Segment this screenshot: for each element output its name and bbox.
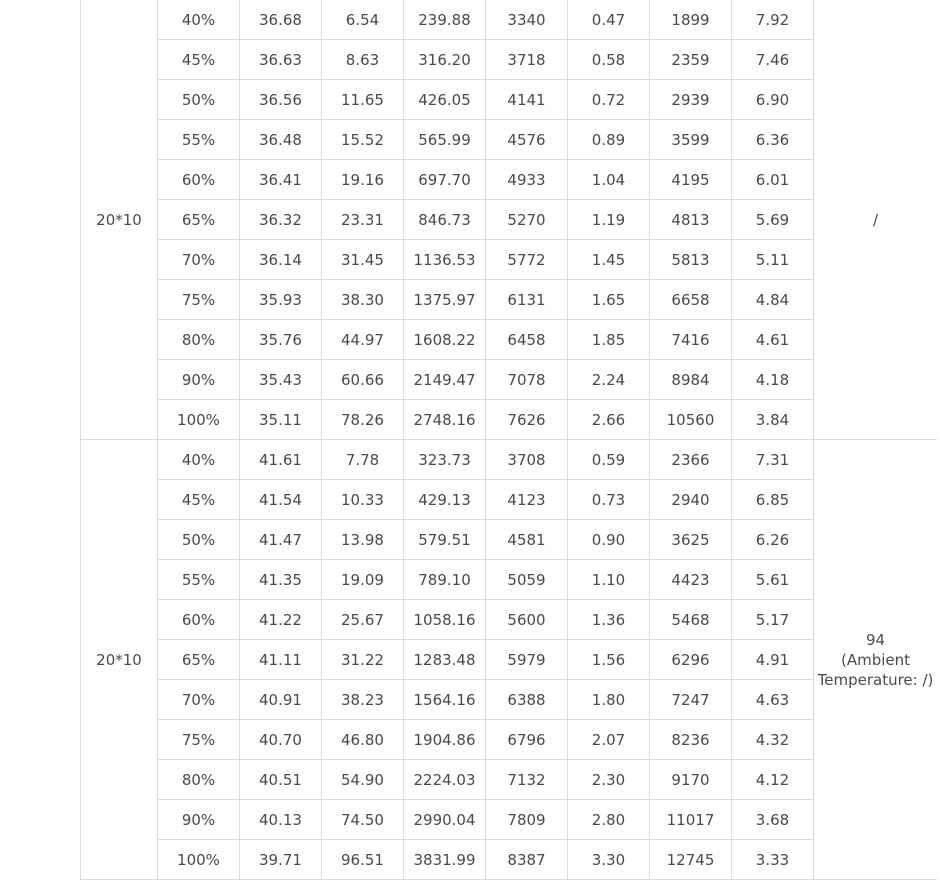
voltage-cell: 40.91 [240, 680, 322, 720]
table-row [81, 440, 938, 480]
current-cell: 96.51 [322, 840, 404, 880]
thrust-cell: 1.85 [568, 320, 650, 360]
power-cell: 1283.48 [404, 640, 486, 680]
efficiency-cell: 5.61 [732, 560, 814, 600]
voltage-cell: 41.11 [240, 640, 322, 680]
thrust-cell: 1.19 [568, 200, 650, 240]
thrust-cell: 0.59 [568, 440, 650, 480]
current-cell: 60.66 [322, 360, 404, 400]
voltage-cell: 35.93 [240, 280, 322, 320]
thrust-g-cell: 4813 [650, 200, 732, 240]
efficiency-cell: 4.18 [732, 360, 814, 400]
thrust-g-cell: 8984 [650, 360, 732, 400]
throttle-cell: 65% [158, 640, 240, 680]
thrust-cell: 1.04 [568, 160, 650, 200]
rpm-cell: 4141 [486, 80, 568, 120]
rpm-cell: 7132 [486, 760, 568, 800]
table-row [81, 320, 938, 360]
rpm-cell: 4933 [486, 160, 568, 200]
voltage-cell: 36.41 [240, 160, 322, 200]
efficiency-cell: 7.31 [732, 440, 814, 480]
table-row [81, 760, 938, 800]
throttle-cell: 100% [158, 840, 240, 880]
current-cell: 8.63 [322, 40, 404, 80]
power-cell: 1608.22 [404, 320, 486, 360]
thrust-cell: 0.58 [568, 40, 650, 80]
voltage-cell: 36.63 [240, 40, 322, 80]
throttle-cell: 80% [158, 760, 240, 800]
voltage-cell: 41.54 [240, 480, 322, 520]
note-line: 94 [865, 630, 886, 649]
power-cell: 426.05 [404, 80, 486, 120]
current-cell: 38.23 [322, 680, 404, 720]
thrust-cell: 2.07 [568, 720, 650, 760]
voltage-cell: 40.51 [240, 760, 322, 800]
efficiency-cell: 4.84 [732, 280, 814, 320]
thrust-g-cell: 5468 [650, 600, 732, 640]
current-cell: 46.80 [322, 720, 404, 760]
throttle-cell: 40% [158, 440, 240, 480]
power-cell: 1375.97 [404, 280, 486, 320]
thrust-cell: 1.65 [568, 280, 650, 320]
rpm-cell: 5059 [486, 560, 568, 600]
table-row [81, 560, 938, 600]
rpm-cell: 4581 [486, 520, 568, 560]
power-cell: 565.99 [404, 120, 486, 160]
table-row [81, 800, 938, 840]
throttle-cell: 50% [158, 520, 240, 560]
efficiency-cell: 7.92 [732, 0, 814, 40]
thrust-g-cell: 12745 [650, 840, 732, 880]
efficiency-cell: 7.46 [732, 40, 814, 80]
rpm-cell: 8387 [486, 840, 568, 880]
throttle-cell: 100% [158, 400, 240, 440]
throttle-cell: 60% [158, 160, 240, 200]
current-cell: 44.97 [322, 320, 404, 360]
thrust-g-cell: 6658 [650, 280, 732, 320]
throttle-cell: 45% [158, 480, 240, 520]
thrust-g-cell: 3599 [650, 120, 732, 160]
table-row [81, 640, 938, 680]
power-cell: 2224.03 [404, 760, 486, 800]
efficiency-cell: 4.12 [732, 760, 814, 800]
power-cell: 239.88 [404, 0, 486, 40]
thrust-g-cell: 2939 [650, 80, 732, 120]
thrust-cell: 0.72 [568, 80, 650, 120]
thrust-g-cell: 7416 [650, 320, 732, 360]
current-cell: 13.98 [322, 520, 404, 560]
throttle-cell: 70% [158, 680, 240, 720]
note-line: Temperature: /) [817, 670, 934, 689]
current-cell: 19.09 [322, 560, 404, 600]
rpm-cell: 5979 [486, 640, 568, 680]
rpm-cell: 6388 [486, 680, 568, 720]
thrust-cell: 2.24 [568, 360, 650, 400]
thrust-g-cell: 3625 [650, 520, 732, 560]
table-row [81, 160, 938, 200]
group-label-cell: 20*10 [81, 440, 158, 880]
voltage-cell: 35.76 [240, 320, 322, 360]
current-cell: 78.26 [322, 400, 404, 440]
voltage-cell: 39.71 [240, 840, 322, 880]
current-cell: 25.67 [322, 600, 404, 640]
current-cell: 11.65 [322, 80, 404, 120]
voltage-cell: 36.56 [240, 80, 322, 120]
thrust-cell: 1.10 [568, 560, 650, 600]
thrust-g-cell: 10560 [650, 400, 732, 440]
efficiency-cell: 6.01 [732, 160, 814, 200]
thrust-cell: 1.56 [568, 640, 650, 680]
power-cell: 697.70 [404, 160, 486, 200]
power-cell: 789.10 [404, 560, 486, 600]
table-row [81, 40, 938, 80]
voltage-cell: 36.14 [240, 240, 322, 280]
rpm-cell: 3340 [486, 0, 568, 40]
thrust-cell: 3.30 [568, 840, 650, 880]
throttle-cell: 40% [158, 0, 240, 40]
thrust-g-cell: 4423 [650, 560, 732, 600]
thrust-cell: 0.90 [568, 520, 650, 560]
throttle-cell: 80% [158, 320, 240, 360]
voltage-cell: 40.13 [240, 800, 322, 840]
thrust-g-cell: 6296 [650, 640, 732, 680]
thrust-g-cell: 2359 [650, 40, 732, 80]
thrust-cell: 2.80 [568, 800, 650, 840]
power-cell: 316.20 [404, 40, 486, 80]
thrust-g-cell: 5813 [650, 240, 732, 280]
rpm-cell: 3708 [486, 440, 568, 480]
current-cell: 6.54 [322, 0, 404, 40]
note-line: / [872, 210, 879, 229]
rpm-cell: 6458 [486, 320, 568, 360]
table-row [81, 720, 938, 760]
voltage-cell: 36.68 [240, 0, 322, 40]
current-cell: 19.16 [322, 160, 404, 200]
efficiency-cell: 5.11 [732, 240, 814, 280]
power-cell: 846.73 [404, 200, 486, 240]
current-cell: 38.30 [322, 280, 404, 320]
rpm-cell: 7078 [486, 360, 568, 400]
rpm-cell: 5600 [486, 600, 568, 640]
thrust-g-cell: 8236 [650, 720, 732, 760]
efficiency-cell: 6.26 [732, 520, 814, 560]
table-row [81, 400, 938, 440]
table-row [81, 0, 938, 40]
throttle-cell: 55% [158, 120, 240, 160]
power-cell: 3831.99 [404, 840, 486, 880]
thrust-cell: 0.89 [568, 120, 650, 160]
power-cell: 429.13 [404, 480, 486, 520]
current-cell: 7.78 [322, 440, 404, 480]
table-row [81, 680, 938, 720]
efficiency-cell: 4.61 [732, 320, 814, 360]
voltage-cell: 41.47 [240, 520, 322, 560]
throttle-cell: 55% [158, 560, 240, 600]
table-row [81, 80, 938, 120]
efficiency-cell: 6.90 [732, 80, 814, 120]
voltage-cell: 35.11 [240, 400, 322, 440]
voltage-cell: 36.48 [240, 120, 322, 160]
rpm-cell: 4123 [486, 480, 568, 520]
current-cell: 31.22 [322, 640, 404, 680]
table-row [81, 600, 938, 640]
table-row [81, 280, 938, 320]
thrust-g-cell: 4195 [650, 160, 732, 200]
efficiency-cell: 3.68 [732, 800, 814, 840]
current-cell: 54.90 [322, 760, 404, 800]
thrust-cell: 0.73 [568, 480, 650, 520]
thrust-g-cell: 2940 [650, 480, 732, 520]
rpm-cell: 6796 [486, 720, 568, 760]
power-cell: 2149.47 [404, 360, 486, 400]
voltage-cell: 35.43 [240, 360, 322, 400]
power-cell: 579.51 [404, 520, 486, 560]
power-cell: 1904.86 [404, 720, 486, 760]
efficiency-cell: 4.63 [732, 680, 814, 720]
table-row [81, 360, 938, 400]
table-row [81, 840, 938, 880]
group-note-cell [814, 0, 938, 440]
throttle-cell: 70% [158, 240, 240, 280]
thrust-cell: 1.80 [568, 680, 650, 720]
power-cell: 2990.04 [404, 800, 486, 840]
rpm-cell: 5772 [486, 240, 568, 280]
voltage-cell: 41.22 [240, 600, 322, 640]
group-label-cell: 20*10 [81, 0, 158, 440]
rpm-cell: 5270 [486, 200, 568, 240]
thrust-g-cell: 1899 [650, 0, 732, 40]
efficiency-cell: 6.36 [732, 120, 814, 160]
note-line: (Ambient [840, 650, 911, 669]
table-row [81, 200, 938, 240]
thrust-g-cell: 7247 [650, 680, 732, 720]
rpm-cell: 7626 [486, 400, 568, 440]
rpm-cell: 7809 [486, 800, 568, 840]
voltage-cell: 40.70 [240, 720, 322, 760]
current-cell: 10.33 [322, 480, 404, 520]
efficiency-cell: 5.69 [732, 200, 814, 240]
thrust-cell: 0.47 [568, 0, 650, 40]
group-note-cell [814, 440, 938, 880]
table-row [81, 240, 938, 280]
table-body [81, 0, 938, 880]
thrust-g-cell: 11017 [650, 800, 732, 840]
throttle-cell: 90% [158, 360, 240, 400]
voltage-cell: 41.61 [240, 440, 322, 480]
efficiency-cell: 3.33 [732, 840, 814, 880]
efficiency-cell: 5.17 [732, 600, 814, 640]
thrust-g-cell: 9170 [650, 760, 732, 800]
throttle-cell: 65% [158, 200, 240, 240]
power-cell: 1058.16 [404, 600, 486, 640]
thrust-g-cell: 2366 [650, 440, 732, 480]
thrust-cell: 1.36 [568, 600, 650, 640]
table-row [81, 120, 938, 160]
rpm-cell: 3718 [486, 40, 568, 80]
current-cell: 15.52 [322, 120, 404, 160]
power-cell: 2748.16 [404, 400, 486, 440]
current-cell: 23.31 [322, 200, 404, 240]
voltage-cell: 36.32 [240, 200, 322, 240]
current-cell: 74.50 [322, 800, 404, 840]
throttle-cell: 90% [158, 800, 240, 840]
throttle-cell: 45% [158, 40, 240, 80]
voltage-cell: 41.35 [240, 560, 322, 600]
power-cell: 1564.16 [404, 680, 486, 720]
power-cell: 323.73 [404, 440, 486, 480]
performance-table [80, 0, 937, 880]
thrust-cell: 2.66 [568, 400, 650, 440]
efficiency-cell: 4.91 [732, 640, 814, 680]
efficiency-cell: 4.32 [732, 720, 814, 760]
thrust-cell: 2.30 [568, 760, 650, 800]
throttle-cell: 60% [158, 600, 240, 640]
rpm-cell: 4576 [486, 120, 568, 160]
efficiency-cell: 6.85 [732, 480, 814, 520]
current-cell: 31.45 [322, 240, 404, 280]
efficiency-cell: 3.84 [732, 400, 814, 440]
throttle-cell: 50% [158, 80, 240, 120]
power-cell: 1136.53 [404, 240, 486, 280]
thrust-cell: 1.45 [568, 240, 650, 280]
throttle-cell: 75% [158, 280, 240, 320]
table-row [81, 480, 938, 520]
throttle-cell: 75% [158, 720, 240, 760]
table-row [81, 520, 938, 560]
rpm-cell: 6131 [486, 280, 568, 320]
